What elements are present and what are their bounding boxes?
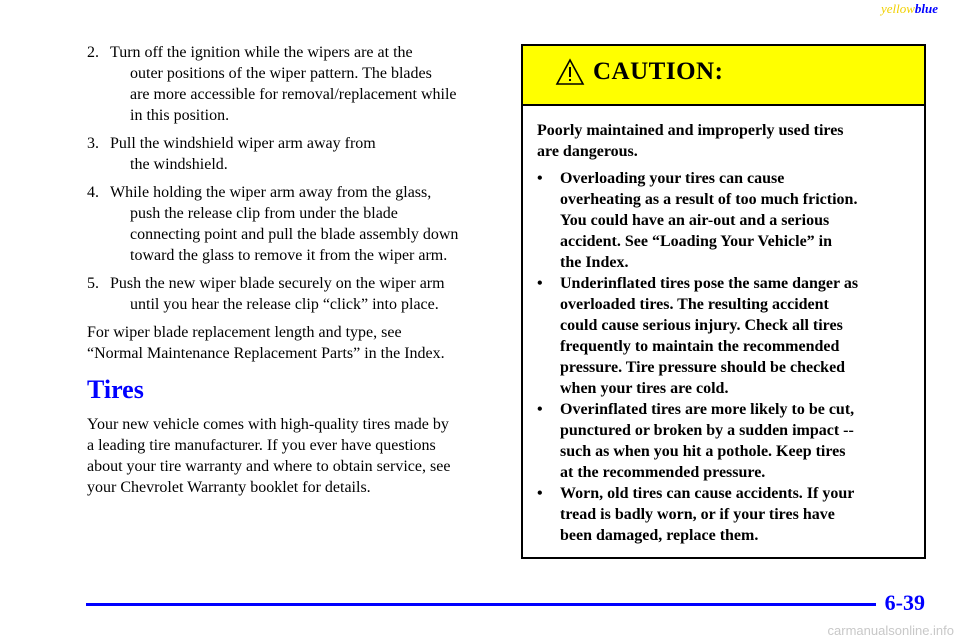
caution-bullet-item [537, 399, 912, 483]
step-text-line: Push the new wiper blade securely on the wiper arm [110, 275, 445, 292]
caution-bullet-line: accident. See “Loading Your Vehicle” in [560, 233, 833, 250]
step-text-line: While holding the wiper arm away from the glass, [110, 184, 432, 201]
step-number: 3. [87, 135, 99, 152]
caution-bullet-line: frequently to maintain the recommended [560, 338, 840, 355]
caution-bullet-line: Overinflated tires are more likely to be cut, [560, 401, 855, 418]
caution-box [521, 44, 926, 559]
step-text [110, 42, 497, 126]
header-tag-blue: blue [914, 1, 938, 16]
caution-bullet-line: such as when you hit a pothole. Keep tires [560, 443, 846, 460]
caution-intro-line: are dangerous. [537, 143, 638, 160]
step-number: 4. [87, 184, 99, 201]
replacement-note-line: “Normal Maintenance Replacement Parts” in the Index. [87, 345, 445, 362]
section-title-tires: Tires [87, 375, 144, 404]
step-text [110, 182, 497, 266]
caution-intro [537, 120, 912, 162]
step-text-line: connecting point and pull the blade assembly down [130, 226, 459, 243]
tires-body-line: about your tire warranty and where to obtain service, see [87, 458, 451, 475]
watermark: carmanualsonline.info [827, 623, 954, 638]
step-text-line: until you hear the release clip “click” into place. [130, 296, 439, 313]
caution-bullet-line: been damaged, replace them. [560, 527, 759, 544]
caution-header [523, 46, 924, 106]
caution-bullet-item [537, 273, 912, 399]
bullet-glyph: • [537, 170, 543, 187]
caution-body [523, 106, 924, 546]
step-text-line: Pull the windshield wiper arm away from [110, 135, 376, 152]
step-text-line: push the release clip from under the blade [130, 205, 398, 222]
step-text [110, 273, 497, 315]
caution-title: CAUTION: [593, 58, 724, 85]
caution-bullets-list [537, 168, 912, 546]
caution-intro-line: Poorly maintained and improperly used tires [537, 122, 844, 139]
step-text-line: the windshield. [130, 156, 228, 173]
caution-bullet-line: overheating as a result of too much friction. [560, 191, 858, 208]
tires-body-line: a leading tire manufacturer. If you ever have questions [87, 437, 436, 454]
step-item [87, 42, 497, 126]
tires-body-line: Your new vehicle comes with high-quality tires made by [87, 416, 449, 433]
header-tag [881, 1, 938, 17]
caution-bullet-line: punctured or broken by a sudden impact -- [560, 422, 854, 439]
step-item [87, 133, 497, 175]
bullet-glyph: • [537, 275, 543, 292]
caution-bullet-line: pressure. Tire pressure should be checked [560, 359, 846, 376]
caution-bullet-line: Overloading your tires can cause [560, 170, 785, 187]
left-column [87, 42, 497, 505]
replacement-note [87, 322, 497, 364]
caution-bullet-line: when your tires are cold. [560, 380, 729, 397]
caution-bullet-line: the Index. [560, 254, 629, 271]
warning-triangle-icon [555, 58, 585, 86]
bullet-glyph: • [537, 401, 543, 418]
tires-body-line: your Chevrolet Warranty booklet for details. [87, 479, 371, 496]
page-number: 6-39 [884, 590, 925, 615]
caution-bullet-item [537, 168, 912, 273]
step-number: 2. [87, 44, 99, 61]
wiper-steps-list [87, 42, 497, 315]
caution-bullet-line: at the recommended pressure. [560, 464, 766, 481]
caution-bullet-line: could cause serious injury. Check all tires [560, 317, 843, 334]
step-text-line: Turn off the ignition while the wipers are at the [110, 44, 413, 61]
caution-bullet-line: overloaded tires. The resulting accident [560, 296, 829, 313]
bullet-glyph: • [537, 485, 543, 502]
step-text-line: are more accessible for removal/replacement while [130, 86, 457, 103]
step-number: 5. [87, 275, 99, 292]
replacement-note-line: For wiper blade replacement length and type, see [87, 324, 402, 341]
step-text-line: in this position. [130, 107, 230, 124]
step-text-line: outer positions of the wiper pattern. The blades [130, 65, 432, 82]
tires-body [87, 414, 497, 498]
caution-bullet-line: Underinflated tires pose the same danger as [560, 275, 859, 292]
caution-bullet-line: Worn, old tires can cause accidents. If your [560, 485, 855, 502]
caution-bullet-line: tread is badly worn, or if your tires have [560, 506, 835, 523]
caution-bullet-line: You could have an air-out and a serious [560, 212, 830, 229]
caution-bullet-item [537, 483, 912, 546]
step-text [110, 133, 497, 175]
footer-rule [86, 603, 876, 606]
step-text-line: toward the glass to remove it from the wiper arm. [130, 247, 448, 264]
header-tag-yellow: yellow [880, 1, 915, 16]
step-item [87, 182, 497, 266]
step-item [87, 273, 497, 315]
